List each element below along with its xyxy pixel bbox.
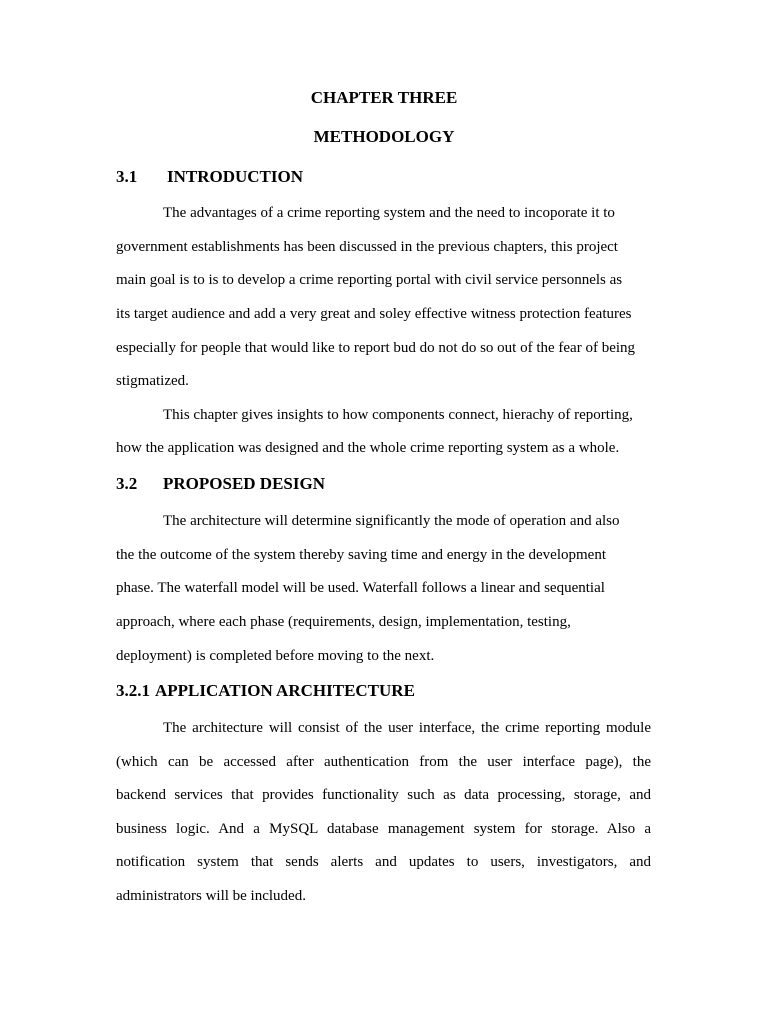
paragraph-line: stigmatized. [116, 373, 189, 389]
paragraph-line: This chapter gives insights to how components connect, hierachy of reporting, [163, 407, 633, 423]
paragraph-line: especially for people that would like to report bud do not do so out of the fear of being [116, 340, 636, 356]
paragraph-line: main goal is to is to develop a crime reporting portal with civil service personnels as [116, 272, 623, 288]
paragraph-line: the the outcome of the system thereby saving time and energy in the development [116, 547, 607, 563]
section-title: PROPOSED DESIGN [163, 474, 325, 493]
paragraph-line: government establishments has been discussed in the previous chapters, this project [116, 239, 618, 255]
section-number: 3.2 [116, 474, 138, 493]
paragraph-line: notification system that sends alerts and updates to users, investigators, and [116, 854, 651, 870]
section-heading-introduction [116, 167, 303, 187]
paragraph-line: deployment) is completed before moving to the next. [116, 648, 435, 664]
paragraph-line: The advantages of a crime reporting system and the need to incoporate it to [163, 205, 615, 221]
section-title: APPLICATION ARCHITECTURE [155, 681, 415, 700]
chapter-title: CHAPTER THREE [310, 88, 458, 107]
chapter-subtitle: METHODOLOGY [313, 127, 455, 146]
paragraph-line: its target audience and add a very great and soley effective witness protection features [116, 306, 632, 322]
section-number: 3.1 [116, 167, 138, 186]
section-heading-proposed-design [116, 474, 325, 494]
paragraph-line: business logic. And a MySQL database management system for storage. Also a [116, 821, 651, 837]
paragraph-line: approach, where each phase (requirements, design, implementation, testing, [116, 614, 571, 630]
paragraph-line: (which can be accessed after authentication from the user interface page), the [116, 754, 651, 770]
paragraph-line: The architecture will determine significantly the mode of operation and also [163, 513, 620, 529]
section-title: INTRODUCTION [167, 167, 304, 186]
section-heading-application-architecture [116, 681, 415, 701]
paragraph-line: phase. The waterfall model will be used. Waterfall follows a linear and sequential [116, 580, 605, 596]
section-number: 3.2.1 [116, 681, 150, 700]
paragraph-line: administrators will be included. [116, 888, 306, 904]
paragraph-line: backend services that provides functionality such as data processing, storage, and [116, 787, 651, 803]
paragraph-line: how the application was designed and the whole crime reporting system as a whole. [116, 440, 620, 456]
paragraph-line: The architecture will consist of the user interface, the crime reporting module [163, 720, 651, 736]
